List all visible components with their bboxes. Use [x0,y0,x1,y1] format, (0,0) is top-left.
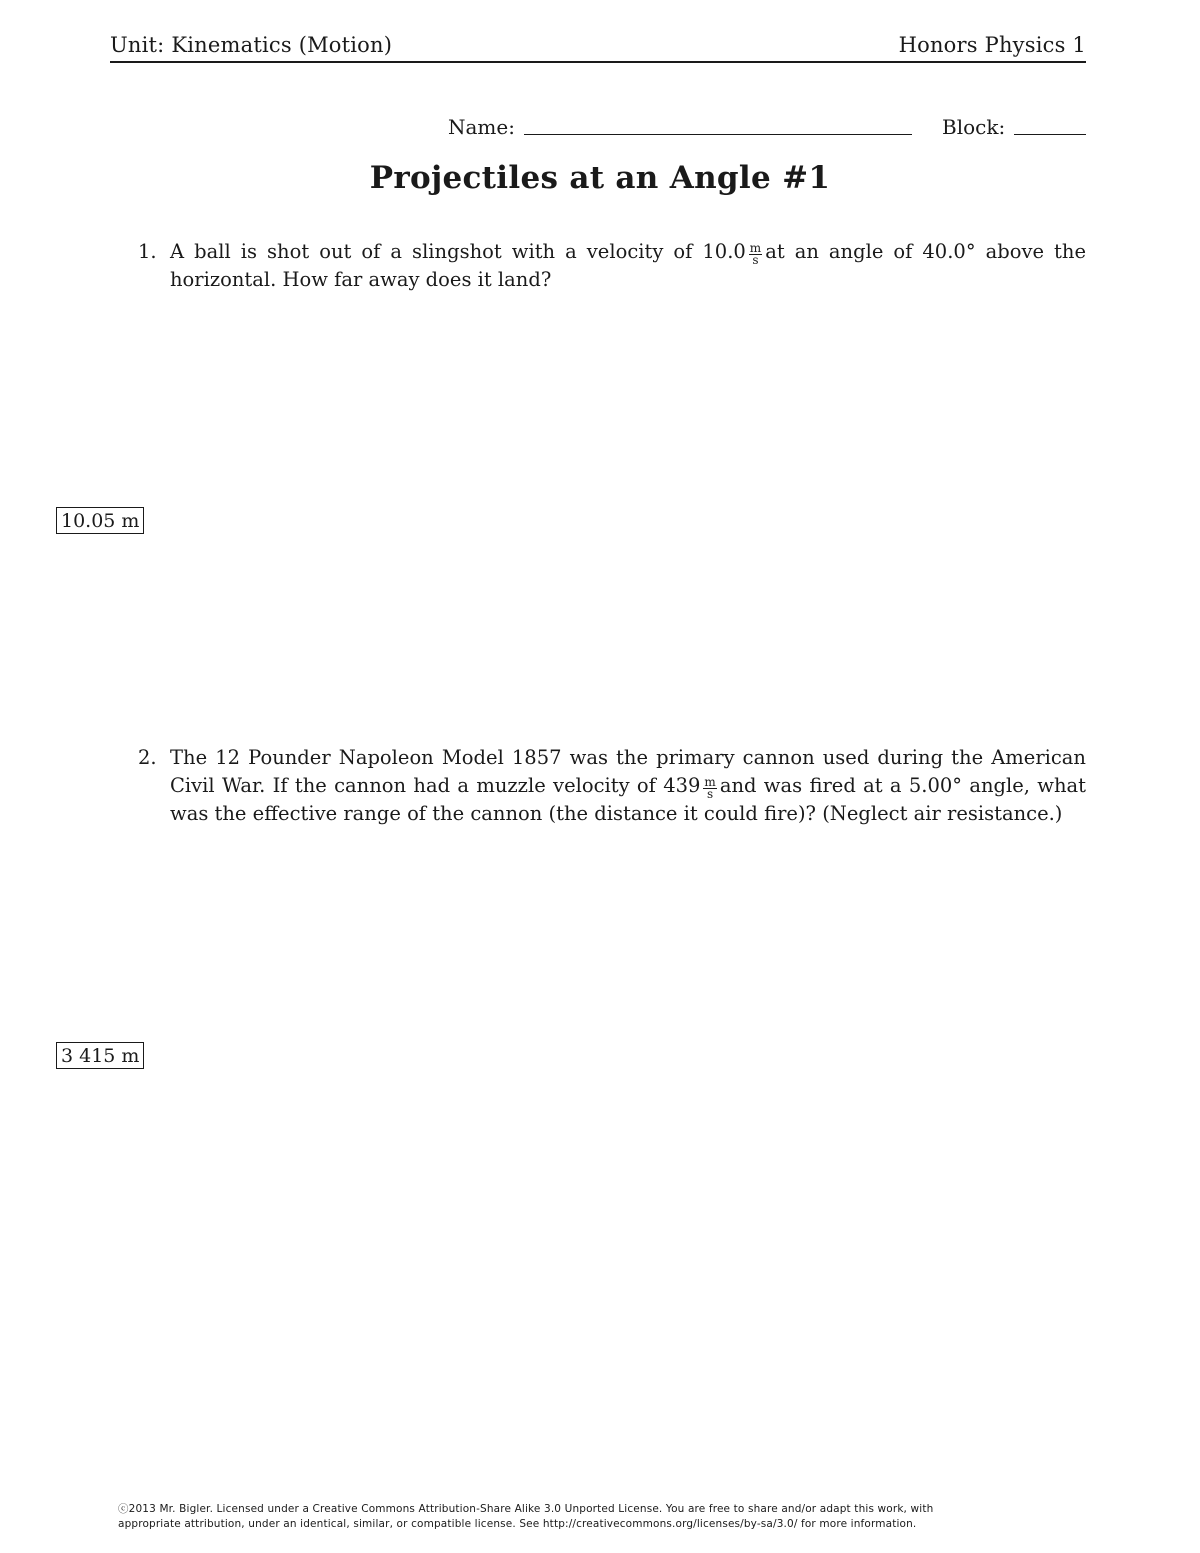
question-text-part: at an angle of 40.0° above the horizontal. How far away does it land? [170,240,1086,291]
page-header [110,33,1086,63]
unit-fraction [749,243,762,266]
footer-line-1: ⓒ2013 Mr. Bigler. Licensed under a Creative Commons Attribution-Share Alike 3.0 Unported License. You are free to share and/or adapt this work, with [118,1503,934,1515]
course-label: Honors Physics 1 [898,33,1086,57]
question-text-part: and was fired at a 5.00° angle, what was the effective range of the cannon (the distance it could fire)? (Neglect air resistance.) [170,774,1087,825]
unit-denominator: s [707,787,714,801]
question-number: 2. [138,746,157,769]
question-2 [138,744,1086,828]
question-text [170,744,1086,828]
answer-box-2: 3 415 m [56,1042,144,1069]
student-info [448,115,1086,141]
page-title: Projectiles at an Angle #1 [369,160,831,196]
footer-line-2: appropriate attribution, under an identical, similar, or compatible license. See http://creativecommons.org/licenses/by-sa/3.0/ for more information. [118,1518,917,1530]
question-number: 1. [138,240,157,263]
question-text-part: A ball is shot out of a slingshot with a velocity of 10.0 [170,240,746,263]
license-footer [118,1502,1078,1532]
question-1 [138,238,1086,294]
name-label: Name: [448,115,515,139]
unit-numerator: m [704,775,716,789]
unit-fraction [703,777,716,800]
block-blank-line [1014,134,1086,135]
unit-label: Unit: Kinematics (Motion) [110,33,393,57]
unit-numerator: m [749,241,762,255]
question-text [170,238,1086,294]
name-blank-line [524,134,912,135]
answer-box-1: 10.05 m [56,507,144,534]
question-text-part: The 12 Pounder Napoleon Model 1857 was the primary cannon used during the American Civil War. If the cannon had a muzzle velocity of 439 [170,746,1086,797]
unit-denominator: s [752,253,759,267]
block-label: Block: [942,115,1006,139]
